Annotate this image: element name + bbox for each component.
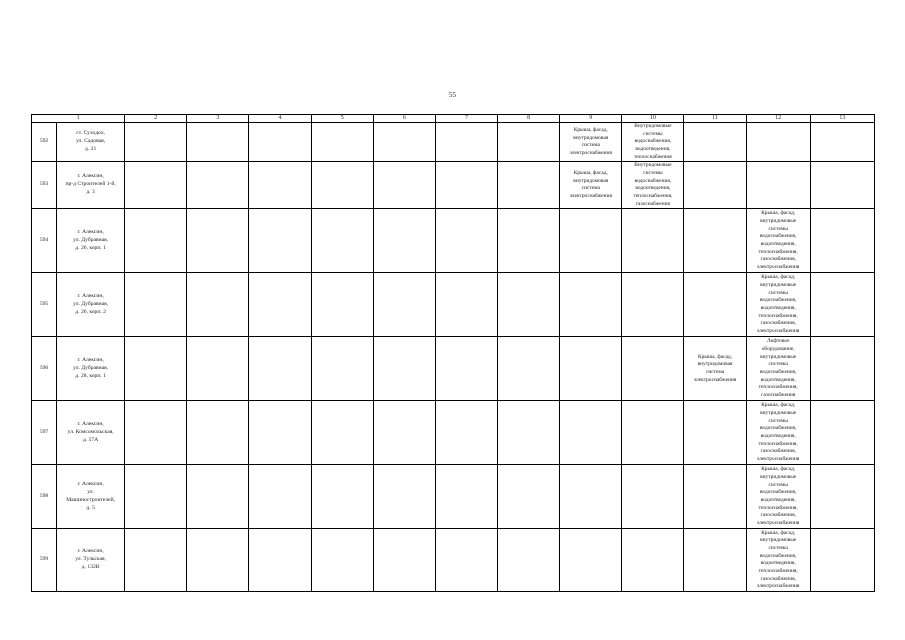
cell-col-4 bbox=[249, 209, 311, 273]
column-header: 11 bbox=[684, 115, 746, 123]
cell-line: Крыша, фасад, bbox=[761, 466, 796, 473]
cell-col-11 bbox=[684, 273, 746, 337]
page-number: 55 bbox=[449, 91, 456, 99]
cell-col-4 bbox=[249, 162, 311, 209]
column-header: 10 bbox=[622, 115, 684, 123]
cell-line: системы bbox=[768, 417, 788, 424]
row-number-cell: 596 bbox=[32, 337, 57, 401]
cell-line: газоснабжения, bbox=[760, 320, 796, 327]
cell-line: г. Алексин, bbox=[77, 228, 104, 235]
cell-col-3 bbox=[187, 162, 249, 209]
cell-line: г. Алексин, bbox=[77, 292, 104, 299]
cell-line: внутридомовые bbox=[760, 409, 797, 416]
cell-col-5 bbox=[311, 529, 373, 592]
cell-col-10 bbox=[622, 337, 684, 401]
cell-line: водоотведения, bbox=[760, 304, 796, 311]
cell-line: внутридомовые bbox=[760, 353, 797, 360]
cell-line: ст. Суходол, bbox=[76, 130, 105, 137]
cell-col-6 bbox=[373, 401, 435, 465]
cell-col-9 bbox=[560, 465, 622, 529]
cell-line: д. 26, корп. 2 bbox=[75, 308, 106, 315]
cell-col-8 bbox=[498, 209, 560, 273]
address-cell bbox=[57, 162, 125, 209]
cell-line: водоотведения, bbox=[760, 496, 796, 503]
cell-line: внутридомовая bbox=[573, 134, 609, 141]
column-header: 9 bbox=[560, 115, 622, 123]
column-header: 13 bbox=[810, 115, 874, 123]
cell-col-12 bbox=[746, 401, 810, 465]
cell-line: системы bbox=[768, 361, 788, 368]
cell-line: электроснабжения bbox=[569, 193, 612, 200]
cell-col-5 bbox=[311, 123, 373, 162]
cell-line: системы bbox=[643, 170, 663, 177]
cell-line: Крыша, фасад, bbox=[761, 274, 796, 281]
cell-line: ул. bbox=[87, 488, 94, 495]
cell-line: системы bbox=[768, 481, 788, 488]
cell-col-13 bbox=[810, 401, 874, 465]
cell-col-2 bbox=[125, 337, 187, 401]
cell-line: оборудование, bbox=[761, 345, 795, 352]
cell-col-3 bbox=[187, 273, 249, 337]
cell-col-9 bbox=[560, 209, 622, 273]
cell-col-4 bbox=[249, 273, 311, 337]
cell-line: водоснабжения, bbox=[634, 138, 672, 145]
cell-line: д. 26, корп. 1 bbox=[75, 244, 106, 251]
cell-line: электроснабжения bbox=[756, 519, 800, 526]
cell-col-2 bbox=[125, 529, 187, 592]
cell-col-2 bbox=[125, 162, 187, 209]
row-number-cell: 599 bbox=[32, 529, 57, 592]
cell-col-9 bbox=[560, 337, 622, 401]
cell-col-6 bbox=[373, 273, 435, 337]
cell-line: г. Алексин, bbox=[77, 356, 104, 363]
cell-col-9 bbox=[560, 529, 622, 592]
address-cell bbox=[57, 209, 125, 273]
cell-line: ул. Тульская, bbox=[75, 556, 106, 563]
cell-col-10 bbox=[622, 209, 684, 273]
column-header: 7 bbox=[435, 115, 497, 123]
table-body bbox=[32, 123, 875, 592]
cell-line: Крыша, фасад, bbox=[761, 402, 796, 409]
cell-line: водоотведения, bbox=[760, 560, 796, 567]
cell-col-10 bbox=[622, 162, 684, 209]
cell-col-10 bbox=[622, 529, 684, 592]
cell-line: водоснабжения, bbox=[759, 233, 797, 240]
cell-line: внутридомовая bbox=[573, 177, 609, 184]
cell-col-3 bbox=[187, 337, 249, 401]
cell-line: электроснабжения bbox=[569, 149, 612, 156]
table-row bbox=[32, 529, 875, 592]
column-header: 12 bbox=[746, 115, 810, 123]
cell-line: газоснабжения bbox=[761, 391, 796, 398]
address-cell bbox=[57, 529, 125, 592]
cell-line: газоснабжения, bbox=[760, 512, 796, 519]
cell-line: система bbox=[581, 142, 600, 149]
cell-line: водоотведения, bbox=[635, 185, 671, 192]
cell-col-9 bbox=[560, 162, 622, 209]
cell-line: электроснабжения bbox=[693, 376, 737, 383]
cell-col-11 bbox=[684, 123, 746, 162]
cell-line: д. 5 bbox=[86, 504, 95, 511]
cell-line: Крыша, фасад, bbox=[761, 529, 796, 536]
address-cell bbox=[57, 401, 125, 465]
cell-col-5 bbox=[311, 273, 373, 337]
cell-col-2 bbox=[125, 465, 187, 529]
row-number-cell: 593 bbox=[32, 162, 57, 209]
cell-line: д. 3 bbox=[86, 189, 95, 196]
row-number-cell: 592 bbox=[32, 123, 57, 162]
cell-col-6 bbox=[373, 529, 435, 592]
cell-col-10 bbox=[622, 273, 684, 337]
cell-line: водоотведения, bbox=[760, 432, 796, 439]
cell-line: теплоснабжения, bbox=[758, 248, 798, 255]
cell-col-9 bbox=[560, 401, 622, 465]
cell-line: газоснабжения, bbox=[760, 575, 796, 582]
column-header: 1 bbox=[32, 115, 125, 123]
cell-col-7 bbox=[435, 529, 497, 592]
cell-line: г. Алексин, bbox=[77, 481, 104, 488]
cell-col-13 bbox=[810, 337, 874, 401]
cell-line: теплоснабжения, bbox=[758, 440, 798, 447]
cell-line: внутридомовые bbox=[760, 473, 797, 480]
table-row bbox=[32, 465, 875, 529]
cell-line: внутридомовая bbox=[697, 361, 733, 368]
cell-col-5 bbox=[311, 162, 373, 209]
cell-line: водоотведения, bbox=[760, 240, 796, 247]
cell-line: ул. Садовая, bbox=[76, 138, 106, 145]
cell-line: внутридомовые bbox=[760, 281, 797, 288]
cell-col-13 bbox=[810, 529, 874, 592]
cell-col-13 bbox=[810, 162, 874, 209]
column-header: 5 bbox=[311, 115, 373, 123]
cell-line: д. 132В bbox=[81, 564, 100, 571]
cell-line: теплоснабжения bbox=[634, 153, 672, 160]
cell-col-11 bbox=[684, 209, 746, 273]
cell-line: водоотведения, bbox=[760, 376, 796, 383]
cell-col-11 bbox=[684, 529, 746, 592]
cell-col-5 bbox=[311, 401, 373, 465]
cell-col-12 bbox=[746, 465, 810, 529]
cell-col-5 bbox=[311, 209, 373, 273]
column-header: 2 bbox=[125, 115, 187, 123]
cell-col-4 bbox=[249, 529, 311, 592]
cell-line: внутридомовые bbox=[760, 537, 797, 544]
cell-col-8 bbox=[498, 465, 560, 529]
cell-line: системы bbox=[768, 225, 788, 232]
column-header: 6 bbox=[373, 115, 435, 123]
address-cell bbox=[57, 123, 125, 162]
cell-col-8 bbox=[498, 273, 560, 337]
cell-col-13 bbox=[810, 123, 874, 162]
address-cell bbox=[57, 337, 125, 401]
cell-col-2 bbox=[125, 123, 187, 162]
cell-col-7 bbox=[435, 401, 497, 465]
cell-line: д. 57А bbox=[82, 436, 99, 443]
cell-line: электроснабжения bbox=[756, 583, 800, 590]
cell-line: г. Алексин, bbox=[77, 548, 104, 555]
cell-line: Внутридомовые bbox=[634, 123, 672, 129]
cell-line: ул. Дубравная, bbox=[73, 300, 109, 307]
cell-col-13 bbox=[810, 465, 874, 529]
cell-line: газоснабжения bbox=[635, 200, 670, 207]
column-header: 4 bbox=[249, 115, 311, 123]
column-header: 8 bbox=[498, 115, 560, 123]
cell-line: теплоснабжения, bbox=[758, 504, 798, 511]
cell-col-3 bbox=[187, 123, 249, 162]
cell-col-9 bbox=[560, 273, 622, 337]
cell-line: г. Алексин, bbox=[77, 173, 104, 180]
cell-col-3 bbox=[187, 209, 249, 273]
cell-line: Крыша, фасад, bbox=[573, 126, 608, 133]
cell-col-6 bbox=[373, 162, 435, 209]
cell-line: водоснабжения, bbox=[759, 552, 797, 559]
repair-schedule-table bbox=[31, 114, 875, 592]
table-row bbox=[32, 123, 875, 162]
row-number-cell: 595 bbox=[32, 273, 57, 337]
cell-col-8 bbox=[498, 529, 560, 592]
column-header: 3 bbox=[187, 115, 249, 123]
cell-line: Крыша, фасад, bbox=[573, 170, 608, 177]
cell-col-5 bbox=[311, 337, 373, 401]
table-row bbox=[32, 209, 875, 273]
cell-col-9 bbox=[560, 123, 622, 162]
cell-col-11 bbox=[684, 162, 746, 209]
cell-line: теплоснабжения, bbox=[758, 312, 798, 319]
cell-col-12 bbox=[746, 162, 810, 209]
cell-col-12 bbox=[746, 209, 810, 273]
cell-line: электроснабжения bbox=[756, 455, 800, 462]
cell-col-7 bbox=[435, 337, 497, 401]
cell-col-10 bbox=[622, 465, 684, 529]
cell-col-4 bbox=[249, 337, 311, 401]
cell-col-13 bbox=[810, 209, 874, 273]
cell-col-7 bbox=[435, 162, 497, 209]
table-header bbox=[32, 115, 875, 123]
cell-line: д. 28, корп. 1 bbox=[75, 372, 106, 379]
cell-col-8 bbox=[498, 401, 560, 465]
row-number-cell: 598 bbox=[32, 465, 57, 529]
cell-col-8 bbox=[498, 162, 560, 209]
cell-line: электроснабжения bbox=[756, 327, 800, 334]
cell-line: г. Алексин, bbox=[77, 420, 104, 427]
cell-line: ул. Дубравная, bbox=[73, 236, 109, 243]
table-row bbox=[32, 401, 875, 465]
row-number-cell: 597 bbox=[32, 401, 57, 465]
address-cell bbox=[57, 273, 125, 337]
cell-line: водоснабжения, bbox=[759, 368, 797, 375]
cell-line: Крыша, фасад, bbox=[698, 353, 733, 360]
cell-line: газоснабжения, bbox=[760, 256, 796, 263]
cell-col-3 bbox=[187, 401, 249, 465]
cell-line: внутридомовые bbox=[760, 217, 797, 224]
cell-line: ул. Комсомольская, bbox=[67, 428, 114, 435]
cell-col-2 bbox=[125, 273, 187, 337]
cell-line: система bbox=[705, 368, 725, 375]
cell-col-7 bbox=[435, 123, 497, 162]
cell-col-6 bbox=[373, 465, 435, 529]
cell-col-10 bbox=[622, 123, 684, 162]
cell-line: Лифтовое bbox=[766, 338, 790, 345]
table-row bbox=[32, 337, 875, 401]
cell-col-7 bbox=[435, 209, 497, 273]
cell-line: водоснабжения, bbox=[634, 177, 672, 184]
cell-col-12 bbox=[746, 337, 810, 401]
table-row bbox=[32, 273, 875, 337]
cell-line: система bbox=[581, 185, 600, 192]
row-number-cell: 594 bbox=[32, 209, 57, 273]
cell-line: пр-д Строителей 1-й, bbox=[65, 181, 116, 188]
cell-col-6 bbox=[373, 123, 435, 162]
cell-line: ул. Дубравная, bbox=[73, 364, 109, 371]
cell-col-8 bbox=[498, 123, 560, 162]
cell-line: газоснабжения, bbox=[760, 448, 796, 455]
cell-col-6 bbox=[373, 337, 435, 401]
cell-line: теплоснабжения, bbox=[758, 384, 798, 391]
cell-col-4 bbox=[249, 123, 311, 162]
cell-line: Машиностроителей, bbox=[66, 496, 116, 503]
cell-col-3 bbox=[187, 465, 249, 529]
cell-line: водоснабжения, bbox=[759, 489, 797, 496]
cell-line: водоснабжения, bbox=[759, 297, 797, 304]
cell-line: Крыша, фасад, bbox=[761, 210, 796, 217]
cell-line: теплоснабжения, bbox=[633, 193, 673, 200]
cell-col-2 bbox=[125, 401, 187, 465]
cell-col-10 bbox=[622, 401, 684, 465]
cell-col-4 bbox=[249, 465, 311, 529]
cell-col-5 bbox=[311, 465, 373, 529]
cell-col-7 bbox=[435, 273, 497, 337]
cell-line: системы bbox=[768, 289, 788, 296]
cell-col-11 bbox=[684, 401, 746, 465]
cell-col-12 bbox=[746, 529, 810, 592]
table-row bbox=[32, 162, 875, 209]
cell-col-6 bbox=[373, 209, 435, 273]
cell-col-2 bbox=[125, 209, 187, 273]
cell-line: водоотведения, bbox=[635, 146, 671, 153]
cell-line: Внутридомовые bbox=[634, 162, 672, 169]
address-cell bbox=[57, 465, 125, 529]
cell-line: электроснабжения bbox=[756, 263, 800, 270]
cell-line: системы bbox=[643, 130, 663, 137]
cell-col-12 bbox=[746, 273, 810, 337]
cell-line: д. 21 bbox=[85, 146, 97, 153]
cell-col-3 bbox=[187, 529, 249, 592]
cell-line: водоснабжения, bbox=[759, 425, 797, 432]
cell-col-11 bbox=[684, 337, 746, 401]
cell-col-7 bbox=[435, 465, 497, 529]
cell-line: теплоснабжения, bbox=[758, 568, 798, 575]
cell-col-8 bbox=[498, 337, 560, 401]
cell-col-13 bbox=[810, 273, 874, 337]
cell-col-4 bbox=[249, 401, 311, 465]
cell-col-11 bbox=[684, 465, 746, 529]
cell-col-12 bbox=[746, 123, 810, 162]
cell-line: системы bbox=[768, 545, 788, 552]
